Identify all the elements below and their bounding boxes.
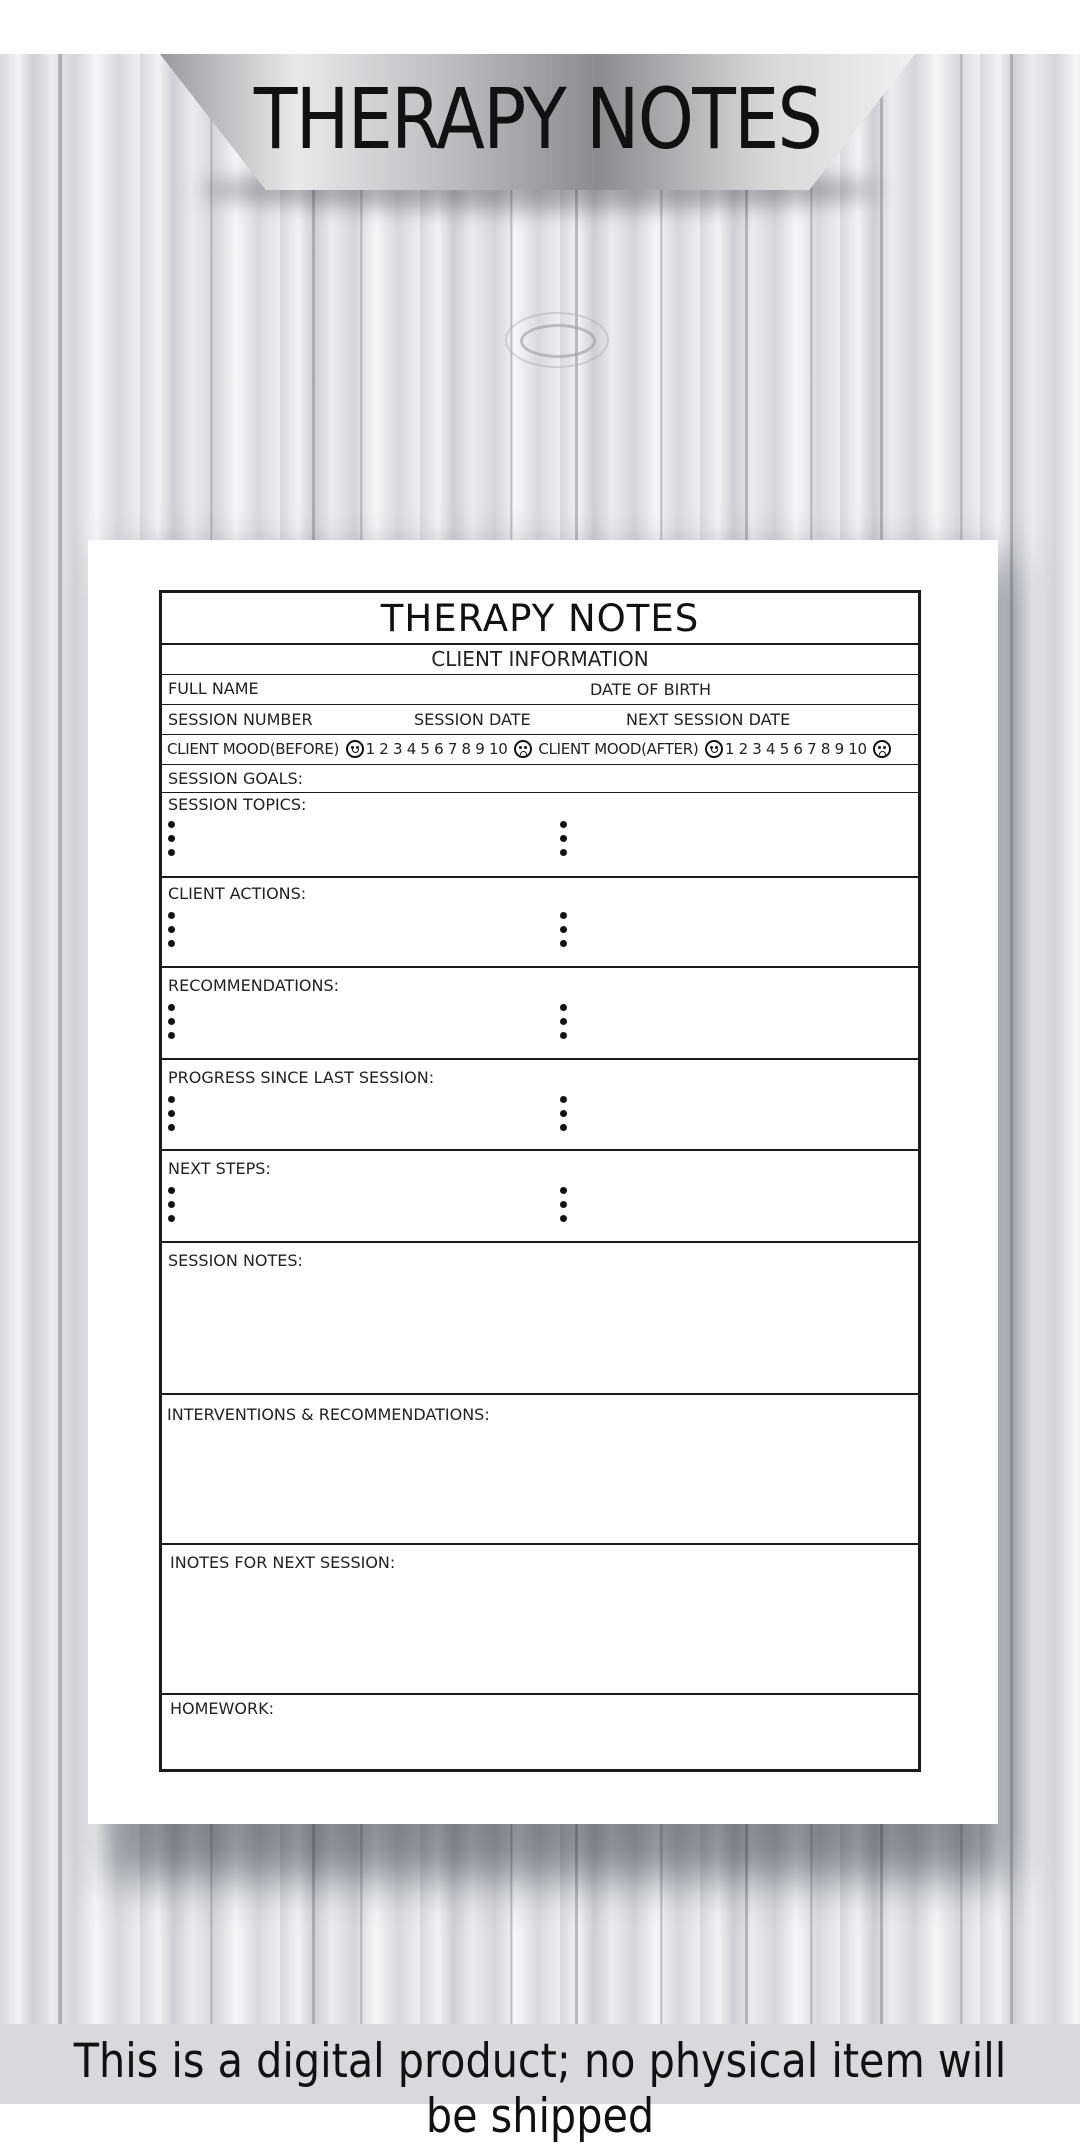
bullet-list-right [560, 912, 568, 954]
session-date-field[interactable]: SESSION DATE [414, 710, 531, 729]
progress-section[interactable] [162, 1060, 918, 1151]
homework-section[interactable] [162, 1695, 918, 1772]
session-goals-label: SESSION GOALS: [168, 769, 304, 788]
name-dob-row [162, 675, 918, 705]
wood-knot [520, 324, 596, 358]
mood-row [162, 735, 918, 765]
notes-next-session-label: INOTES FOR NEXT SESSION: [170, 1553, 396, 1572]
interventions-label: INTERVENTIONS & RECOMMENDATIONS: [167, 1405, 490, 1424]
therapy-notes-form [159, 590, 921, 1772]
next-session-date-field[interactable]: NEXT SESSION DATE [626, 710, 791, 729]
next-steps-section[interactable] [162, 1151, 918, 1243]
bullet-list-left [168, 821, 176, 863]
mood-after-scale[interactable]: 1 2 3 4 5 6 7 8 9 10 [724, 740, 867, 758]
mood-before-scale[interactable]: 1 2 3 4 5 6 7 8 9 10 [365, 740, 508, 758]
happy-face-icon [346, 740, 364, 758]
client-actions-label: CLIENT ACTIONS: [168, 884, 307, 903]
mood-before-group [167, 740, 893, 758]
session-topics-section[interactable] [162, 793, 918, 878]
progress-label: PROGRESS SINCE LAST SESSION: [168, 1068, 435, 1087]
homework-label: HOMEWORK: [170, 1699, 274, 1718]
notes-next-session-section[interactable] [162, 1545, 918, 1695]
form-title: THERAPY NOTES [380, 597, 700, 640]
mood-after-label: CLIENT MOOD(AFTER) [538, 740, 699, 758]
session-number-field[interactable]: SESSION NUMBER [168, 710, 313, 729]
session-topics-label: SESSION TOPICS: [168, 795, 307, 814]
next-steps-label: NEXT STEPS: [168, 1159, 271, 1178]
happy-face-icon [705, 740, 723, 758]
footer-disclaimer: This is a digital product; no physical item will be shipped [73, 2034, 1007, 2144]
full-name-field[interactable]: FULL NAME [168, 679, 259, 698]
session-notes-section[interactable] [162, 1243, 918, 1395]
footer-strip [0, 2024, 1080, 2144]
client-information-heading: CLIENT INFORMATION [431, 647, 649, 671]
recommendations-label: RECOMMENDATIONS: [168, 976, 340, 995]
bullet-list-left [168, 1096, 176, 1138]
mood-before-label: CLIENT MOOD(BEFORE) [167, 740, 340, 758]
wood-seam [58, 54, 61, 2024]
bullet-list-right [560, 1187, 568, 1229]
bullet-list-right [560, 1096, 568, 1138]
session-goals-row[interactable] [162, 765, 918, 793]
session-notes-label: SESSION NOTES: [168, 1251, 303, 1270]
bullet-list-right [560, 821, 568, 863]
bullet-list-left [168, 912, 176, 954]
bullet-list-left [168, 1187, 176, 1229]
date-of-birth-field[interactable]: DATE OF BIRTH [590, 680, 712, 699]
interventions-section[interactable] [162, 1395, 918, 1545]
bullet-list-left [168, 1004, 176, 1046]
client-actions-section[interactable] [162, 878, 918, 968]
bullet-list-right [560, 1004, 568, 1046]
client-info-row [162, 645, 918, 675]
recommendations-section[interactable] [162, 968, 918, 1060]
wood-seam [1010, 54, 1013, 2024]
form-title-row [162, 593, 918, 645]
session-info-row [162, 705, 918, 735]
banner-title: THERAPY NOTES [253, 70, 822, 168]
sad-face-icon [514, 740, 532, 758]
sad-face-icon [873, 740, 891, 758]
